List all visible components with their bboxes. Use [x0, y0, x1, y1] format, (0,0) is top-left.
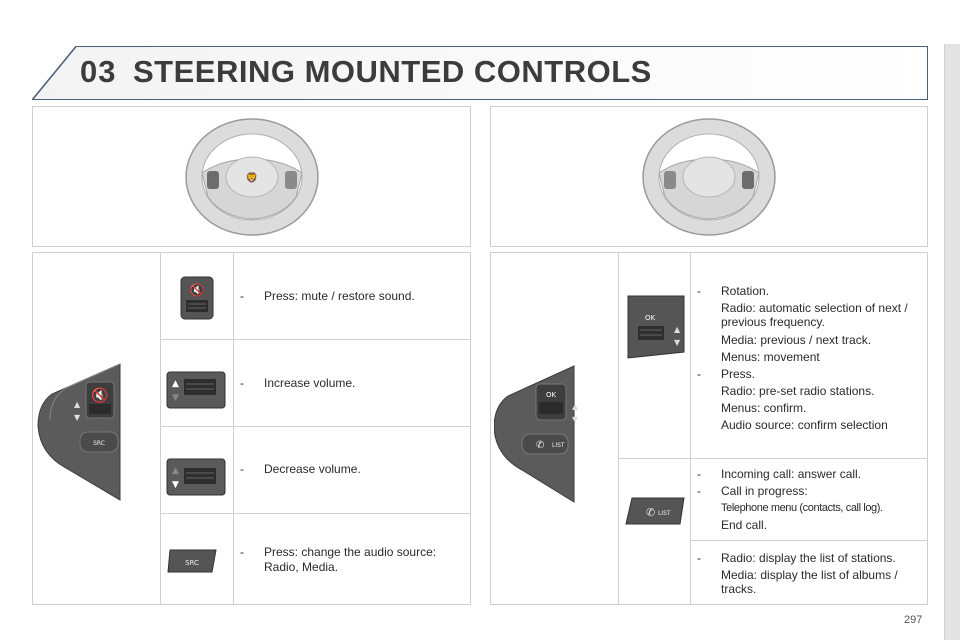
svg-text:▼: ▼: [172, 393, 179, 403]
divider: [690, 252, 691, 605]
steering-wheel-icon: [33, 107, 472, 246]
volume-down-button-icon: [166, 458, 226, 496]
volume-down-description: - Decrease volume.: [240, 462, 361, 476]
svg-text:▲: ▲: [74, 400, 81, 409]
call-description: - Incoming call: answer call. - Call in progress: Telephone menu (contacts, call log). End call.: [697, 467, 883, 532]
svg-text:LIST: LIST: [552, 442, 565, 449]
svg-text:▼: ▼: [172, 480, 179, 490]
divider: [233, 252, 234, 605]
svg-text:OK: OK: [644, 314, 656, 322]
svg-text:✆: ✆: [646, 506, 656, 519]
list-button-icon: [624, 496, 686, 526]
divider: [160, 426, 471, 427]
divider: [618, 458, 928, 459]
svg-text:LIST: LIST: [658, 510, 671, 517]
mute-icon: [91, 387, 108, 404]
divider: [690, 540, 928, 541]
svg-text:🔇: 🔇: [189, 283, 205, 297]
src-button-icon: [166, 546, 218, 576]
steering-wheel-image-right: [490, 106, 928, 247]
svg-text:▲: ▲: [172, 466, 179, 476]
divider: [618, 252, 619, 605]
page-number: 297: [904, 614, 923, 626]
svg-text:SRC: SRC: [93, 440, 105, 447]
src-description: - Press: change the audio source: Radio, Media.: [240, 545, 437, 574]
svg-text:▲: ▲: [674, 325, 681, 334]
mute-description: - Press: mute / restore sound.: [240, 289, 415, 303]
side-tab: [944, 44, 960, 640]
rotation-press-description: - Rotation. Radio: automatic selection of next / previous frequency. Media: previous / next track. Menus: movement - Press. Radio: pre-set radio stations. Menus: confirm. Audio source: confirm selection: [697, 284, 908, 432]
divider: [160, 339, 471, 340]
steering-wheel-icon: [491, 107, 929, 246]
mute-button-icon: [180, 276, 214, 320]
svg-text:▼: ▼: [74, 413, 81, 422]
page-title: STEERING MOUNTED CONTROLS: [133, 54, 652, 89]
left-control-pad-illustration: [36, 360, 158, 502]
svg-text:▼: ▼: [572, 415, 579, 424]
ok-wheel-button-icon: [622, 292, 686, 360]
svg-text:🦁: 🦁: [245, 173, 259, 184]
svg-text:OK: OK: [545, 391, 557, 399]
divider: [160, 252, 161, 605]
right-control-pad-illustration: [494, 362, 616, 504]
svg-text:🔇: 🔇: [91, 388, 109, 404]
volume-up-button-icon: [166, 371, 226, 409]
svg-text:▲: ▲: [172, 379, 179, 389]
svg-text:▲: ▲: [572, 402, 579, 411]
svg-text:✆: ✆: [536, 440, 545, 451]
svg-text:SRC: SRC: [185, 559, 199, 567]
volume-up-description: - Increase volume.: [240, 376, 356, 390]
svg-text:▼: ▼: [674, 338, 681, 347]
steering-wheel-image-left: [32, 106, 471, 247]
list-description: - Radio: display the list of stations. Media: display the list of albums / tracks.: [697, 551, 898, 596]
divider: [160, 513, 471, 514]
chapter-number: 03: [80, 54, 117, 89]
